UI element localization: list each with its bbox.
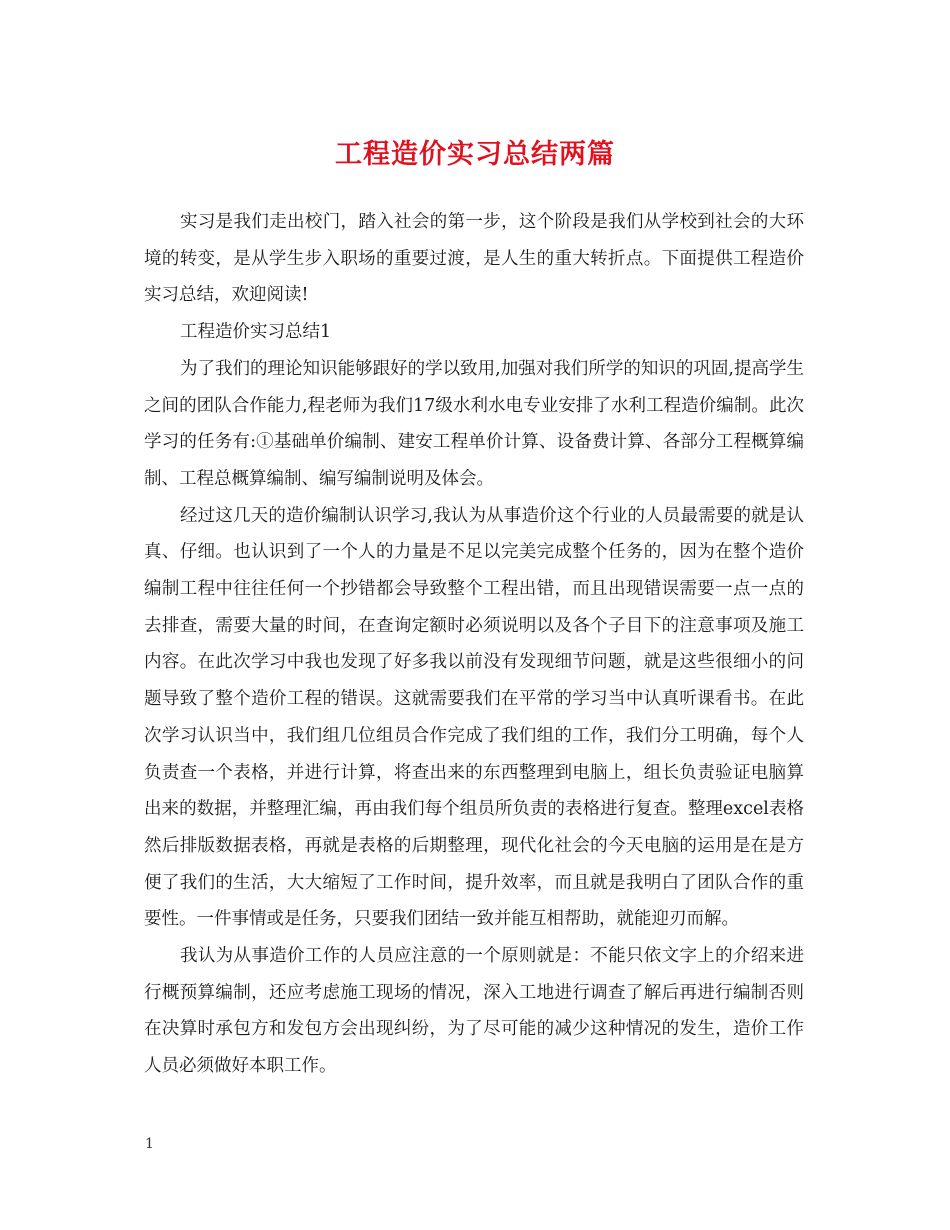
paragraph-principle: 我认为从事造价工作的人员应注意的一个原则就是：不能只依文字上的介绍来进行概预算编制，还应考虑施工现场的情况，深入工地进行调查了解后再进行编制否则在决算时承包方和发包方会出现纠纷，为了尽可能的减少这种情况的发生，造价工作人员必须做好本职工作。 xyxy=(144,946,804,1077)
document-body xyxy=(144,204,804,1085)
paragraph-intro: 实习是我们走出校门，踏入社会的第一步，这个阶段是我们从学校到社会的大环境的转变，是从学生步入职场的重要过渡，是人生的重大转折点。下面提供工程造价实习总结，欢迎阅读! xyxy=(144,212,804,306)
section-heading-summary-1: 工程造价实习总结1 xyxy=(180,322,332,343)
paragraph-task: 为了我们的理论知识能够跟好的学以致用,加强对我们所学的知识的巩固,提高学生之间的团队合作能力,程老师为我们17级水利水电专业安排了水利工程造价编制。此次学习的任务有:①基础单价编制、建安工程单价计算、设备费计算、各部分工程概算编制、工程总概算编制、编写编制说明及体会。 xyxy=(144,358,804,489)
paragraph-experience: 经过这几天的造价编制认识学习,我认为从事造价这个行业的人员最需要的就是认真、仔细。也认识到了一个人的力量是不足以完美完成整个任务的，因为在整个造价编制工程中往往任何一个抄错都会导致整个工程出错，而且出现错误需要一点一点的去排查，需要大量的时间，在查询定额时必须说明以及各个子目下的注意事项及施工内容。在此次学习中我也发现了好多我以前没有发现细节问题，就是这些很细小的问题导致了整个造价工程的错误。这就需要我们在平常的学习当中认真听课看书。在此次学习认识当中，我们组几位组员合作完成了我们组的工作，我们分工明确，每个人负责查一个表格，并进行计算，将查出来的东西整理到电脑上，组长负责验证电脑算出来的数据，并整理汇编，再由我们每个组员所负责的表格进行复查。整理excel表格然后排版数据表格，再就是表格的后期整理，现代化社会的今天电脑的运用是在是方便了我们的生活，大大缩短了工作时间，提升效率，而且就是我明白了团队合作的重要性。一件事情或是任务，只要我们团结一致并能互相帮助，就能迎刃而解。 xyxy=(144,505,804,930)
document-title: 工程造价实习总结两篇 xyxy=(335,139,615,170)
page-number: 1 xyxy=(145,1136,154,1152)
